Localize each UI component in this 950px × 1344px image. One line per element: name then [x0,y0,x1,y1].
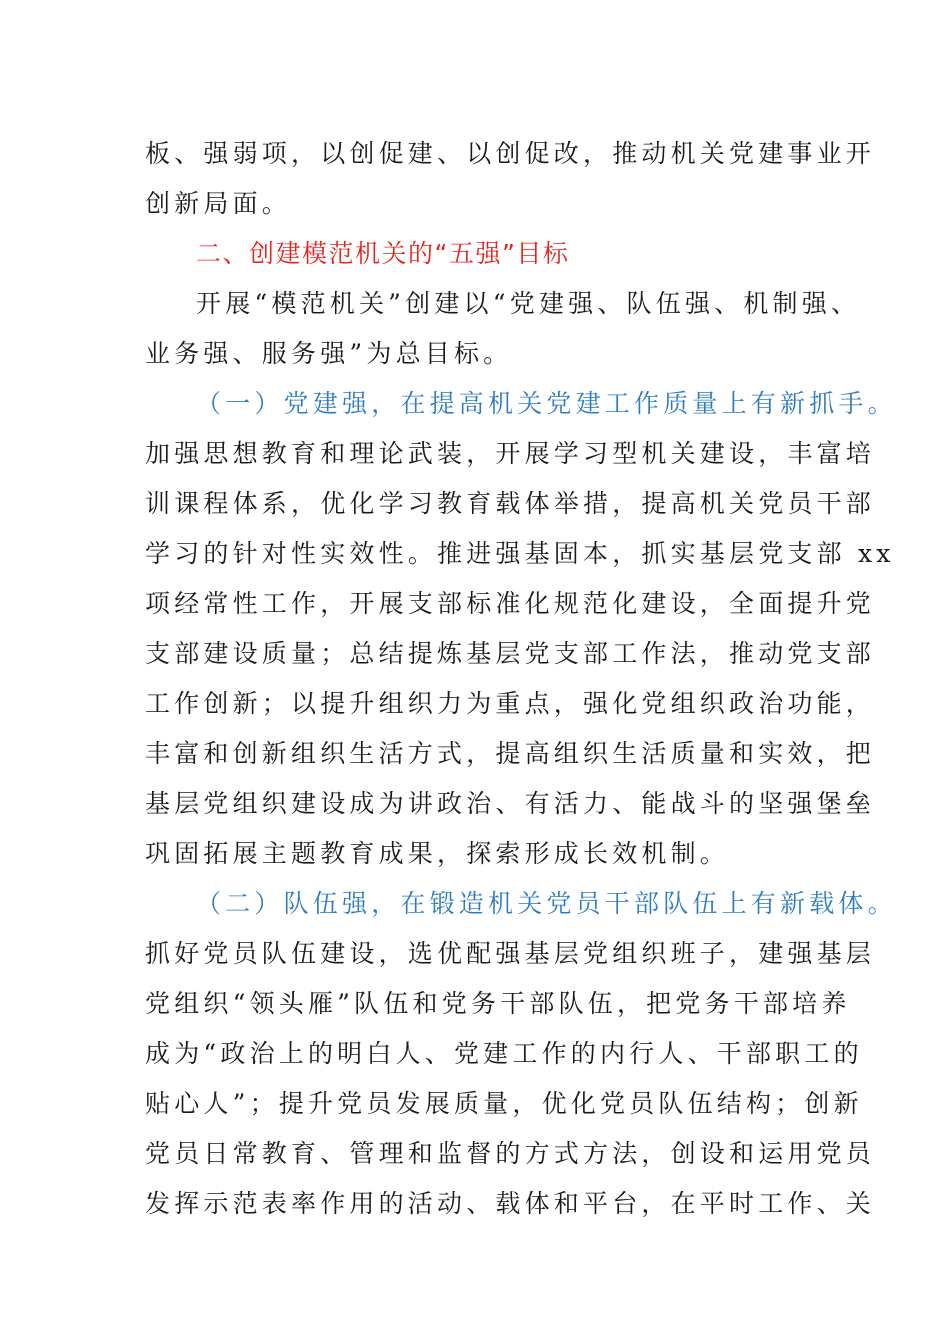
paragraph-line: 创新局面。 [145,189,292,218]
paragraph-line: 业务强、服务强”为总目标。 [145,339,513,368]
paragraph-line: 加强思想教育和理论武装，开展学习型机关建设，丰富培 [145,439,876,468]
paragraph-line: 发挥示范表率作用的活动、载体和平台，在平时工作、关 [145,1189,876,1218]
paragraph-line: 训课程体系，优化学习教育载体举措，提高机关党员干部 [145,489,876,518]
paragraph-line: 党组织“领头雁”队伍和党务干部队伍，把党务干部培养 [145,989,851,1018]
paragraph-line: 党员日常教育、管理和监督的方式方法，创设和运用党员 [145,1139,876,1168]
paragraph-line: 丰富和创新组织生活方式，提高组织生活质量和实效，把 [145,739,876,768]
paragraph-line: 贴心人”；提升党员发展质量，优化党员队伍结构；创新 [145,1089,863,1118]
section-heading: 二、创建模范机关的“五强”目标 [196,239,570,268]
paragraph-line: 抓好党员队伍建设，选优配强基层党组织班子，建强基层 [145,939,876,968]
paragraph-line: 开展“模范机关”创建以“党建强、队伍强、机制强、 [196,289,861,318]
paragraph-line: 板、强弱项，以创促建、以创促改，推动机关党建事业开 [145,139,876,168]
subsection-heading: （二）队伍强，在锻造机关党员干部队伍上有新载体。 [196,889,897,918]
paragraph-line: 项经常性工作，开展支部标准化规范化建设，全面提升党 [145,589,876,618]
paragraph-line: 工作创新；以提升组织力为重点，强化党组织政治功能， [145,689,876,718]
paragraph-line: 支部建设质量；总结提炼基层党支部工作法，推动党支部 [145,639,876,668]
paragraph-line: 巩固拓展主题教育成果，探索形成长效机制。 [145,839,730,868]
paragraph-line: 学习的针对性实效性。推进强基固本，抓实基层党支部 xx [145,539,895,568]
paragraph-line: 基层党组织建设成为讲政治、有活力、能战斗的坚强堡垒 [145,789,876,818]
subsection-heading: （一）党建强，在提高机关党建工作质量上有新抓手。 [196,389,897,418]
paragraph-line: 成为“政治上的明白人、党建工作的内行人、干部职工的 [145,1039,863,1068]
